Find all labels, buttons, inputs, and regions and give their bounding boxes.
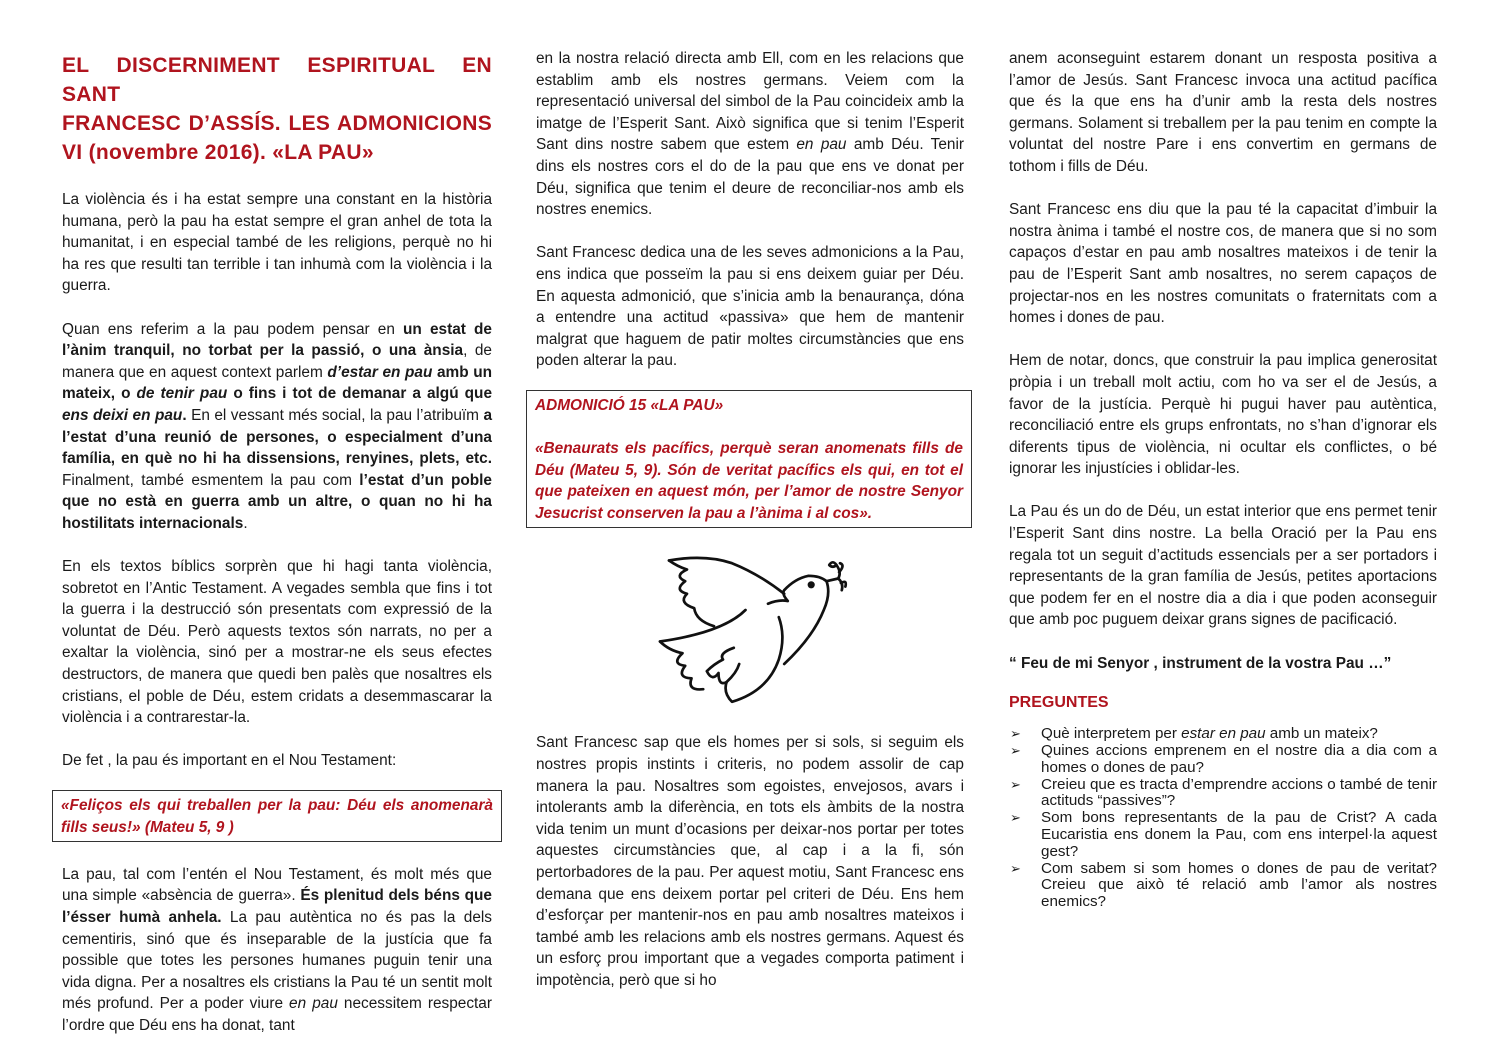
text-span: . bbox=[243, 514, 248, 532]
arrow-bullet-icon: ➢ bbox=[1010, 726, 1021, 742]
admonition-box bbox=[526, 390, 972, 529]
title-line-1: EL DISCERNIMENT ESPIRITUAL EN SANT bbox=[62, 54, 492, 106]
admonition-heading: ADMONICIÓ 15 «LA PAU» bbox=[535, 396, 724, 414]
arrow-bullet-icon: ➢ bbox=[1010, 810, 1021, 826]
text-span: La pau, tal com l’entén el Nou Testament, és molt més que una simple «absència de guerra». bbox=[62, 865, 492, 905]
bold-italic-span: de tenir pau bbox=[136, 385, 228, 403]
bold-italic-span: d’estar en pau bbox=[327, 363, 433, 381]
question-text: Com sabem si som homes o dones de pau de veritat? Creieu que això té relació amb l’amor als nostres enemics? bbox=[1041, 859, 1437, 911]
column-1 bbox=[62, 48, 492, 1037]
admonition-text: «Benaurats els pacífics, perquè seran anomenats fills de Déu (Mateu 5, 9). Són de veritat pacífics els qui, en tot el que pateixen en aquest món, per l’amor de nostre Senyor Jesucrist conserven la pau a l’ànima i al cos». bbox=[535, 440, 963, 522]
page-title bbox=[62, 51, 492, 167]
dove-of-peace-icon bbox=[630, 538, 870, 718]
question-text: Som bons representants de la pau de Crist? A cada Eucaristia ens donem la Pau, com ens interpel·la aquest gest? bbox=[1041, 809, 1437, 860]
text-span: , de manera que en aquest context parlem bbox=[62, 342, 492, 381]
text-span: en la nostra relació directa amb Ell, com en les relacions que establim amb els nostres germans. Veiem com la representació universal del simbol de la Pau coincideix amb la imatge de l’Esperit Sant. Això significa que si tenim l’Esperit Sant dins nostre sabem que estem bbox=[536, 50, 964, 154]
text-span: En el vessant més social, la pau l’atribuïm bbox=[186, 406, 484, 424]
title-line-3: VI (novembre 2016). «LA PAU» bbox=[62, 141, 374, 164]
bold-span: l’estat d’un poble que no està en guerra amb un altre, o quan no hi ha hostilitats internacionals bbox=[62, 471, 492, 532]
bold-span: a l’estat d’una reunió de persones, o especialment d’una família, en què no hi ha dissensions, renyines, plets, etc. bbox=[62, 406, 493, 468]
paragraph-positive-response: anem aconseguint estarem donant un resposta positiva a l’amor de Jesús. Sant Francesc invoca una actitud pacífica que és la que ens ha d’unir amb la resta dels nostres germans. Solament si treballem per la pau tenim en compte la voluntat del nostre Pare i ens convertim en germans de tothom i fills de Déu. bbox=[1009, 50, 1437, 175]
text-span: Quan ens referim a la pau podem pensar en bbox=[62, 320, 404, 338]
paragraph-build-peace: Hem de notar, doncs, que construir la pau implica generositat pròpia i un treball molt actiu, com ho va ser el de Jesús, a favor de la justícia. Perquè hi pugui haver pau autèntica, reconciliació entre els grups enfrontats, no s’han d’ignorar els diferents tipus de violència, ni ocultar els conflictes, o bé ignorar les injustícies i oblidar-les. bbox=[1009, 352, 1437, 478]
question-item bbox=[1009, 861, 1437, 911]
quote-mateu: «Feliços els qui treballen per la pau: Déu els anomenarà fills seus!» (Mateu 5, 9 ) bbox=[61, 797, 493, 836]
prayer-quote: “ Feu de mi Senyor , instrument de la vostra Pau …” bbox=[1009, 654, 1392, 672]
column-2 bbox=[536, 48, 964, 992]
question-item bbox=[1009, 777, 1437, 811]
text-span: Finalment, també esmentem la pau com bbox=[62, 471, 360, 489]
question-item bbox=[1009, 726, 1437, 743]
bold-italic-span: ens deixi en pau bbox=[62, 406, 183, 424]
paragraph-new-testament: De fet , la pau és important en el Nou Testament: bbox=[62, 752, 397, 770]
question-item bbox=[1009, 810, 1437, 860]
bold-span: un estat de l’ànim tranquil, no torbat per la passió, o una ànsia bbox=[62, 320, 492, 360]
paragraph-human-limits: Sant Francesc sap que els homes per si sols, si seguim els nostres propis instints i criteris, no podem assolir de cap manera la pau. Nosaltres som egoistes, envejosos, avars i intolerants amb la diferència, en tots els àmbits de la nostra vida tenim un munt d’ocasions per deixar-nos portar per totes aquestes circumstàncies que, al cap i a la fi, són pertorbadores de la pau. Per aquest motiu, Sant Francesc ens demana que ens deixem portar pel criteri de Déu. Ens hem d’esforçar per mantenir-nos en pau amb nosaltres mateixos i també amb les relacions amb els nostres germans. Aquest és un esforç prou important que a vegades comporta patiment i impotència, però que si ho bbox=[536, 734, 964, 989]
paragraph-gift-of-god: La Pau és un do de Déu, un estat interior que ens permet tenir l’Esperit Sant dins nostre. La bella Oració per la Pau ens regala tot un seguit d’actituds essencials per a ser portadors i representants de la gran família de Jesús, petites aportacions que podem fer en el nostre dia a dia i que poden aconseguir que amb poc puguem deixar grans signes de pacificació. bbox=[1009, 503, 1437, 629]
question-text: Quines accions emprenem en el nostre dia a dia com a homes o dones de pau? bbox=[1041, 742, 1437, 776]
paragraph-biblical-texts: En els textos bíblics sorprèn que hi hagi tanta violència, sobretot en l’Antic Testament. A vegades sembla que fins i tot la guerra i la destrucció són presentats com expressió de la voluntat de Déu. Però aquests textos són narrats, no per a exaltar la violència, sinó per a mostrar-ne els seus efectes destructors, de manera que quedi ben palès que nosaltres els cristians, el poble de Déu, estem cridats a desemmascarar la violència i a contrarestar-la. bbox=[62, 558, 492, 727]
questions-list bbox=[1009, 726, 1437, 911]
italic-span: en pau bbox=[289, 995, 338, 1013]
paragraph-intro: La violència és i ha estat sempre una constant en la història humana, però la pau ha estat sempre el gran anhel de tota la humanitat, i en especial també de les religions, perquè no hi ha res que resulti tan terrible i tan inhumà com la violència i la guerra. bbox=[62, 191, 492, 295]
paragraph-admonition-intro: Sant Francesc dedica una de les seves admonicions a la Pau, ens indica que posseïm la pau si ens deixem guiar per Déu. En aquesta admonició, que s’inicia amb la benaurança, dóna a entendre una actitud «passiva» que hem de mantenir malgrat que haguem de patir moltes circumstàncies que ens poden alterar la pau. bbox=[536, 244, 964, 370]
text-span: La pau autèntica no és pas la dels cementiris, sinó que és inseparable de la justícia que fa possible que totes les persones humanes puguin tenir una vida digna. Per a nosaltres els cristians la Pau té un sentit molt més profund. Per a poder viure bbox=[62, 909, 492, 1013]
paragraph-plenitude bbox=[62, 864, 492, 1037]
bold-span: amb un mateix, o bbox=[62, 363, 492, 403]
italic-span: en pau bbox=[796, 136, 847, 154]
question-text: Creieu que es tracta d’emprendre accions o també de tenir actituds “passives”? bbox=[1041, 775, 1437, 810]
question-emphasis: estar en pau bbox=[1181, 725, 1266, 743]
bold-span: o fins i tot de demanar a algú que bbox=[227, 385, 493, 403]
question-item bbox=[1009, 743, 1437, 777]
paragraph-definitions bbox=[62, 319, 492, 535]
text-span: necessitem respectar l’ordre que Déu ens ha donat, tant bbox=[62, 995, 492, 1034]
paragraph-soul-body: Sant Francesc ens diu que la pau té la capacitat d’imbuir la nostra ànima i també el nostre cos, de manera que si no som capaços d’estar en pau amb nosaltres mateixos i de tenir la pau de l’Esperit Sant amb nosaltres, no serem capaços de projectar-nos en les nostres comunitats o fraternitats com a homes i dones de pau. bbox=[1009, 201, 1437, 327]
column-3 bbox=[1009, 48, 1437, 911]
quote-box-mateu bbox=[52, 790, 502, 842]
arrow-bullet-icon: ➢ bbox=[1010, 743, 1021, 759]
arrow-bullet-icon: ➢ bbox=[1010, 860, 1021, 876]
questions-heading: PREGUNTES bbox=[1009, 694, 1109, 712]
paragraph-holy-spirit bbox=[536, 48, 964, 221]
bold-span: És plenitud dels béns que l’ésser humà anhela. bbox=[62, 887, 492, 926]
question-text: Què interpretem per bbox=[1041, 725, 1182, 743]
title-line-2: FRANCESC D’ASSÍS. LES ADMONICIONS bbox=[62, 112, 492, 135]
bold-span: . bbox=[182, 406, 187, 424]
text-span: amb Déu. Tenir dins els nostres cors el do de la pau que ens ve donat per Déu, significa que tenim el deure de reconciliar-nos amb els nostres enemics. bbox=[536, 136, 964, 219]
question-text: amb un mateix? bbox=[1265, 725, 1378, 743]
arrow-bullet-icon: ➢ bbox=[1010, 776, 1021, 792]
